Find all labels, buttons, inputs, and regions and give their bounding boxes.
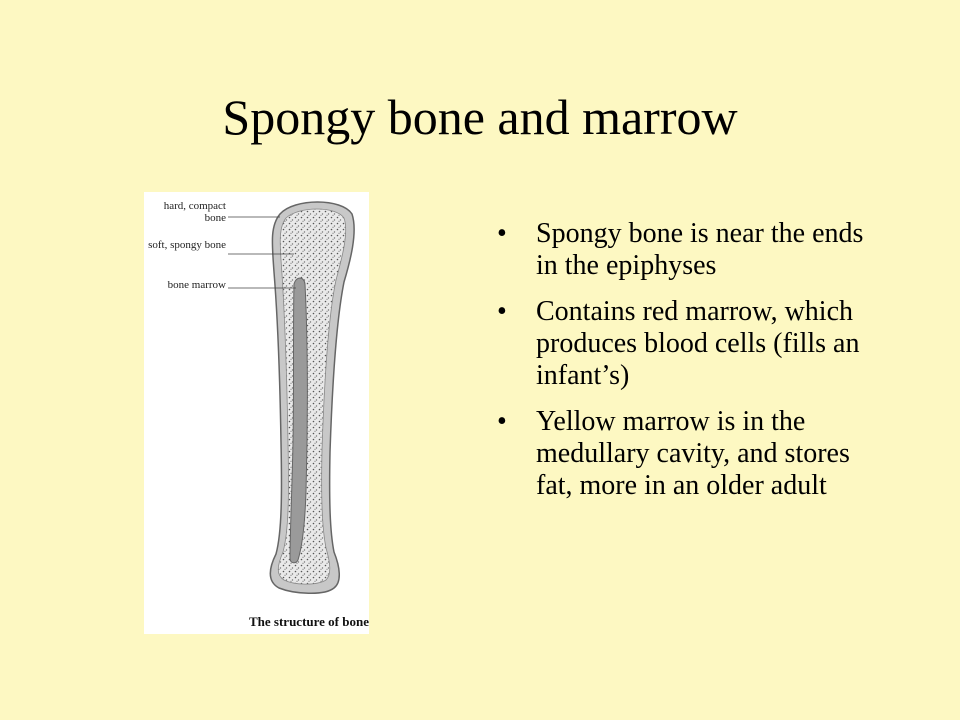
label-bone-marrow: bone marrow [167,279,226,291]
bullet-text: Yellow marrow is in the medullary cavity, and stores fat, more in an older adult [536,406,850,501]
bullet-dot: • [497,406,507,437]
bone-diagram [144,192,369,634]
spongy-bone-region [278,209,345,584]
label-compact-bone: hard, compact bone [163,200,226,224]
bullet-item [497,218,877,282]
bullet-list [497,218,877,516]
bone-structure-figure [144,192,369,634]
slide-title: Spongy bone and marrow [222,89,738,145]
figure-caption: The structure of bone [248,614,369,629]
bullet-dot: • [497,296,507,327]
bullet-item [497,296,877,392]
label-spongy-bone: soft, spongy bone [148,239,226,251]
bullet-dot: • [497,218,507,249]
bullet-text: Contains red marrow, which produces blood cells (fills an infant’s) [536,296,860,391]
bullet-text: Spongy bone is near the ends in the epiphyses [536,218,864,281]
bullet-item [497,406,877,502]
